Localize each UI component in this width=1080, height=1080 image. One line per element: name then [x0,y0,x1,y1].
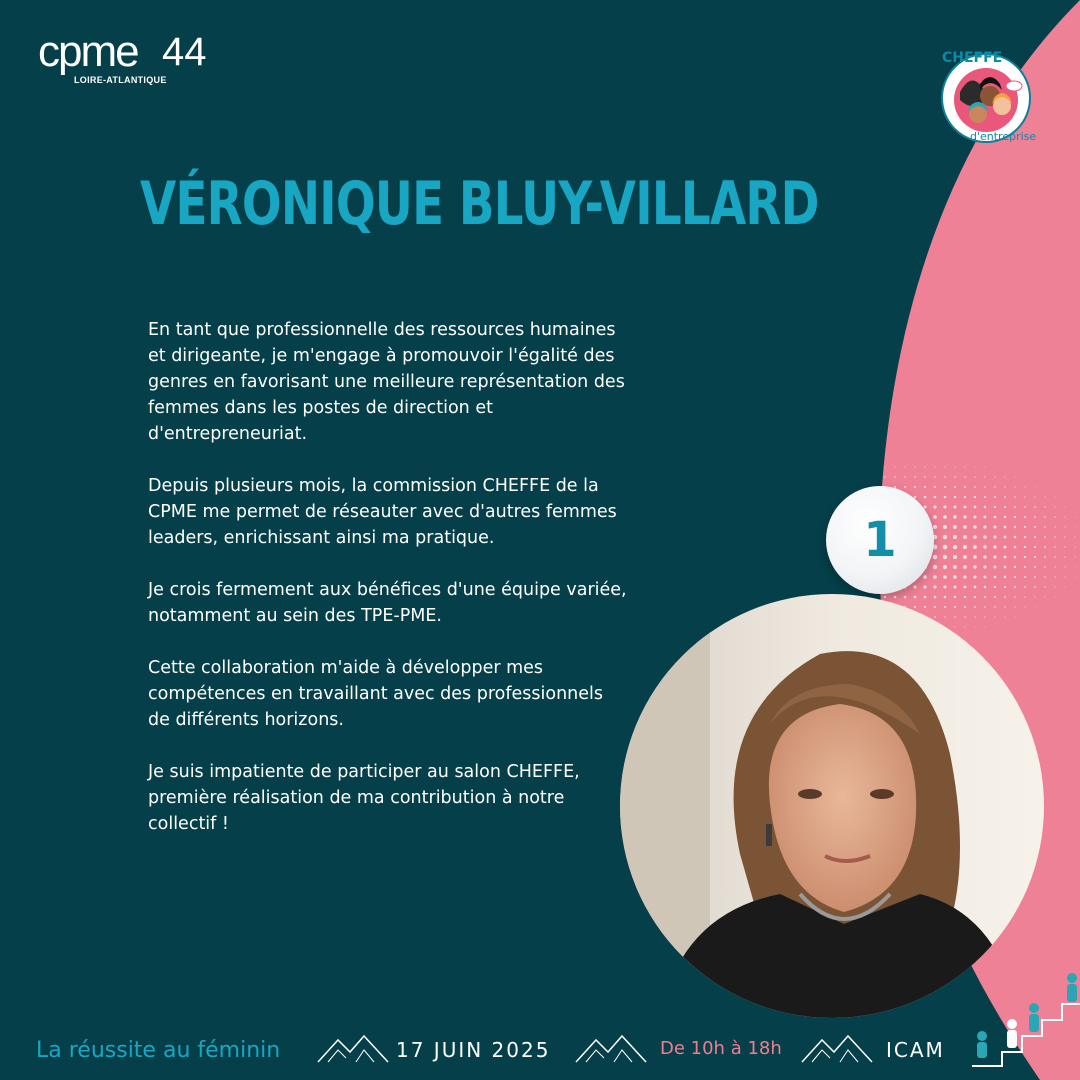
halftone-dot [963,575,966,578]
halftone-dot [1024,496,1025,497]
halftone-dot [904,486,906,488]
halftone-dot [914,486,916,488]
halftone-dot [894,476,896,478]
halftone-dot [1075,527,1076,528]
footer-hours: De 10h à 18h [660,1038,782,1059]
halftone-dot [1045,597,1046,598]
halftone-dot [943,555,947,559]
halftone-dot [1044,546,1046,548]
halftone-dot [1004,586,1006,588]
person-name-title: VÉRONIQUE BLUY-VILLARD [140,169,819,239]
halftone-dot [945,467,946,468]
halftone-dot [1075,537,1076,538]
halftone-dot [1044,556,1046,558]
halftone-dot [934,596,937,599]
halftone-dot [895,467,896,468]
cheffe-badge-logo [930,40,1042,152]
halftone-dot [1044,516,1045,517]
halftone-dot [1014,546,1017,549]
halftone-dot [1004,486,1005,487]
halftone-dot [955,627,956,628]
halftone-dot [1044,576,1045,577]
halftone-dot [934,606,936,608]
halftone-dot [974,506,977,509]
halftone-dot [904,466,905,467]
halftone-dot [884,596,886,598]
halftone-dot [944,616,946,618]
halftone-dot [1004,556,1007,559]
halftone-dot [943,525,947,529]
halftone-dot [1004,526,1007,529]
paragraph: En tant que professionnelle des ressources humaines et dirigeante, je m'engage à promouvoir l'égalité des genres en favorisant une meilleure représentation des femmes dans les postes de direction et d'entrepreneuriat. [148,320,625,444]
halftone-dot [904,476,906,478]
halftone-dot [914,466,915,467]
halftone-dot [1015,617,1016,618]
halftone-dot [994,526,997,529]
halftone-dot [954,486,956,488]
halftone-dot [984,496,986,498]
halftone-dot [1014,576,1016,578]
halftone-dot [994,486,995,487]
halftone-dot [954,616,955,617]
halftone-dot [1055,507,1056,508]
halftone-dot [1014,566,1016,568]
halftone-dot [884,476,885,477]
halftone-dot [1034,536,1036,538]
halftone-dot [973,555,977,559]
halftone-dot [894,596,897,599]
halftone-dot [1035,487,1036,488]
halftone-dot [953,565,957,569]
halftone-dot [964,586,967,589]
halftone-dot [973,515,976,518]
halftone-dot [984,506,986,508]
halftone-dot [1015,477,1016,478]
halftone-dot [954,506,957,509]
logo-number: 44 [162,30,207,74]
halftone-dot [1034,596,1035,597]
halftone-dot [914,476,916,478]
halftone-dot [1064,536,1065,537]
halftone-dot [1024,546,1026,548]
halftone-dot [1014,536,1017,539]
halftone-dot [1055,587,1056,588]
halftone-dot [1064,566,1065,567]
halftone-dot [1055,597,1056,598]
halftone-dot [1075,547,1076,548]
halftone-dot [1024,556,1026,558]
halftone-dot [934,466,935,467]
halftone-dot [974,616,975,617]
halftone-dot [1064,546,1065,547]
halftone-dot [1004,596,1006,598]
halftone-dot [994,476,995,477]
halftone-dot [1014,586,1016,588]
number-badge: 1 [826,486,934,594]
halftone-dot [1054,526,1055,527]
halftone-dot [953,555,957,559]
halftone-dot [955,467,956,468]
halftone-dot [974,606,976,608]
halftone-dot [993,535,996,538]
halftone-dot [934,616,936,618]
halftone-dot [885,467,886,468]
halftone-dot [984,486,986,488]
halftone-dot [914,606,916,608]
halftone-dot [994,516,997,519]
halftone-dot [1065,577,1066,578]
logo-region: LOIRE-ATLANTIQUE [74,75,167,85]
halftone-dot [975,627,976,628]
halftone-dot [1054,576,1055,577]
halftone-dot [944,496,947,499]
halftone-dot [1004,606,1005,607]
halftone-dot [984,476,985,477]
halftone-dot [933,525,937,529]
halftone-dot [983,525,986,528]
halftone-dot [994,616,995,617]
halftone-dot [1024,596,1025,597]
halftone-dot [994,496,996,498]
halftone-dot [1005,617,1006,618]
climbing-people-icon [962,966,1080,1076]
halftone-dot [934,476,936,478]
halftone-dot [984,516,987,519]
halftone-dot [1044,526,1046,528]
halftone-dot [964,486,966,488]
halftone-dot [983,555,986,558]
halftone-dot [1024,526,1026,528]
halftone-dot [973,535,977,539]
halftone-dot [1024,566,1026,568]
logo-brand: cpme [38,27,138,76]
footer-tagline: La réussite au féminin [36,1038,281,1063]
halftone-dot [1025,487,1026,488]
halftone-dot [1034,526,1036,528]
halftone-dot [933,585,936,588]
halftone-dot [964,616,965,617]
halftone-dot [953,575,956,578]
halftone-dot [1014,606,1015,607]
halftone-dot [1054,516,1055,517]
halftone-dot [1075,577,1076,578]
halftone-dot [1004,506,1006,508]
halftone-dot [1064,526,1065,527]
halftone-dot [974,486,976,488]
halftone-dot [1034,576,1036,578]
footer-place: ICAM [886,1038,945,1062]
halftone-dot [963,545,967,549]
paragraph: Je crois fermement aux bénéfices d'une équipe variée, notamment au sein des TPE-PME. [148,580,627,626]
halftone-dot [954,496,956,498]
halftone-dot [933,505,936,508]
halftone-dot [994,566,997,569]
halftone-dot [1014,486,1015,487]
halftone-dot [973,565,976,568]
halftone-dot [1034,586,1035,587]
halftone-dot [1034,506,1035,507]
halftone-dot [1024,586,1026,588]
halftone-dot [1014,516,1016,518]
halftone-dot [1044,506,1045,507]
portrait-photo [620,594,1044,1018]
halftone-dot [1054,536,1055,537]
halftone-dot [963,535,967,539]
halftone-dot [1025,607,1026,608]
halftone-dot [973,525,976,528]
halftone-dot [923,585,926,588]
halftone-dot [923,575,927,579]
halftone-dot [904,596,907,599]
halftone-dot [1075,557,1076,558]
halftone-dot [953,535,957,539]
halftone-dot [943,515,947,519]
halftone-dot [974,586,977,589]
halftone-dot [943,505,946,508]
halftone-dot [984,616,985,617]
halftone-dot [924,486,926,488]
mountain-icon [316,1032,390,1064]
halftone-dot [965,627,966,628]
halftone-dot [964,506,967,509]
halftone-dot [1064,556,1065,557]
halftone-dot [1065,517,1066,518]
halftone-dot [1075,517,1076,518]
cpme-logo [38,27,228,90]
halftone-dot [933,575,937,579]
halftone-dot [1024,576,1026,578]
halftone-dot [964,476,965,477]
halftone-dot [944,486,946,488]
halftone-dot [984,576,987,579]
halftone-dot [985,467,986,468]
halftone-dot [1045,497,1046,498]
halftone-dot [1035,607,1036,608]
halftone-dot [974,496,976,498]
halftone-dot [984,586,986,588]
halftone-dot [944,476,946,478]
halftone-dot [933,565,937,569]
halftone-dot [1024,516,1026,518]
halftone-dot [1014,596,1016,598]
halftone-dot [984,606,986,608]
halftone-dot [1014,556,1017,559]
halftone-dot [983,535,986,538]
halftone-dot [964,606,966,608]
halftone-dot [943,545,948,550]
portrait-illustration [620,594,1044,1018]
halftone-dot [994,606,995,607]
halftone-dot [954,476,955,477]
halftone-dot [985,627,986,628]
halftone-dot [1054,546,1055,547]
halftone-dot [993,555,996,558]
halftone-dot [1065,587,1066,588]
halftone-dot [1024,506,1026,508]
halftone-dot [943,535,947,539]
halftone-dot [1055,497,1056,498]
halftone-dot [994,506,996,508]
badge-bottom-text: d'entreprise [970,130,1037,143]
halftone-dot [1014,506,1016,508]
halftone-dot [963,555,967,559]
halftone-dot [1034,556,1036,558]
halftone-dot [973,575,976,578]
halftone-dot [934,486,936,488]
halftone-dot [933,555,938,560]
halftone-dot [1044,536,1046,538]
halftone-dot [994,576,997,579]
halftone-dot [1044,566,1046,568]
halftone-dot [943,575,947,579]
halftone-dot [924,596,927,599]
halftone-dot [984,596,986,598]
halftone-dot [953,525,957,529]
halftone-dot [934,496,937,499]
mountain-icon [574,1032,648,1064]
halftone-dot [1034,496,1035,497]
halftone-dot [993,545,996,548]
halftone-dot [1005,477,1006,478]
halftone-dot [933,515,937,519]
halftone-dot [914,596,917,599]
halftone-dot [913,585,916,588]
paragraph: Je suis impatiente de participer au salon CHEFFE, première réalisation de ma contribution à notre collectif ! [148,762,580,834]
footer-date: 17 JUIN 2025 [396,1038,551,1062]
halftone-dot [943,585,946,588]
halftone-dot [975,467,976,468]
mountain-icon [800,1032,874,1064]
halftone-dot [1004,536,1007,539]
halftone-dot [963,515,966,518]
halftone-dot [924,466,925,467]
halftone-dot [994,586,996,588]
badge-top-text: CHEFFE [942,50,1003,66]
halftone-dot [1004,516,1006,518]
halftone-dot [963,565,967,569]
halftone-dot [963,525,967,529]
paragraph: Depuis plusieurs mois, la commission CHEFFE de la CPME me permet de réseauter avec d'autres femmes leaders, enrichissant ainsi ma pratique. [148,476,617,548]
halftone-dot [974,596,976,598]
halftone-dot [924,496,927,499]
halftone-dot [1054,556,1055,557]
halftone-dot [974,476,975,477]
halftone-dot [973,545,977,549]
halftone-dot [1024,536,1026,538]
paragraph: Cette collaboration m'aide à développer mes compétences en travaillant avec des professionnels de différents horizons. [148,658,604,730]
halftone-dot [943,565,947,569]
halftone-dot [924,476,926,478]
halftone-dot [1034,566,1036,568]
halftone-dot [1065,507,1066,508]
halftone-dot [1044,586,1045,587]
halftone-dot [1014,526,1016,528]
halftone-dot [1004,496,1006,498]
halftone-dot [994,596,996,598]
halftone-dot [924,606,926,608]
halftone-dot [1075,567,1076,568]
halftone-dot [983,565,986,568]
testimonial-text [148,317,628,863]
halftone-dot [1014,496,1016,498]
halftone-dot [1034,546,1036,548]
halftone-dot [964,496,966,498]
halftone-dot [965,467,966,468]
halftone-dot [1004,576,1006,578]
halftone-dot [1034,516,1036,518]
halftone-dot [954,586,957,589]
halftone-dot [953,545,957,549]
halftone-dot [944,596,947,599]
event-footer [0,1028,1080,1076]
halftone-dot [1054,566,1055,567]
halftone-dot [944,606,946,608]
halftone-dot [954,606,956,608]
halftone-dot [964,596,966,598]
halftone-dot [983,545,986,548]
halftone-dot [1004,566,1007,569]
halftone-dot [953,515,956,518]
halftone-dot [1004,546,1007,549]
halftone-dot [954,596,956,598]
